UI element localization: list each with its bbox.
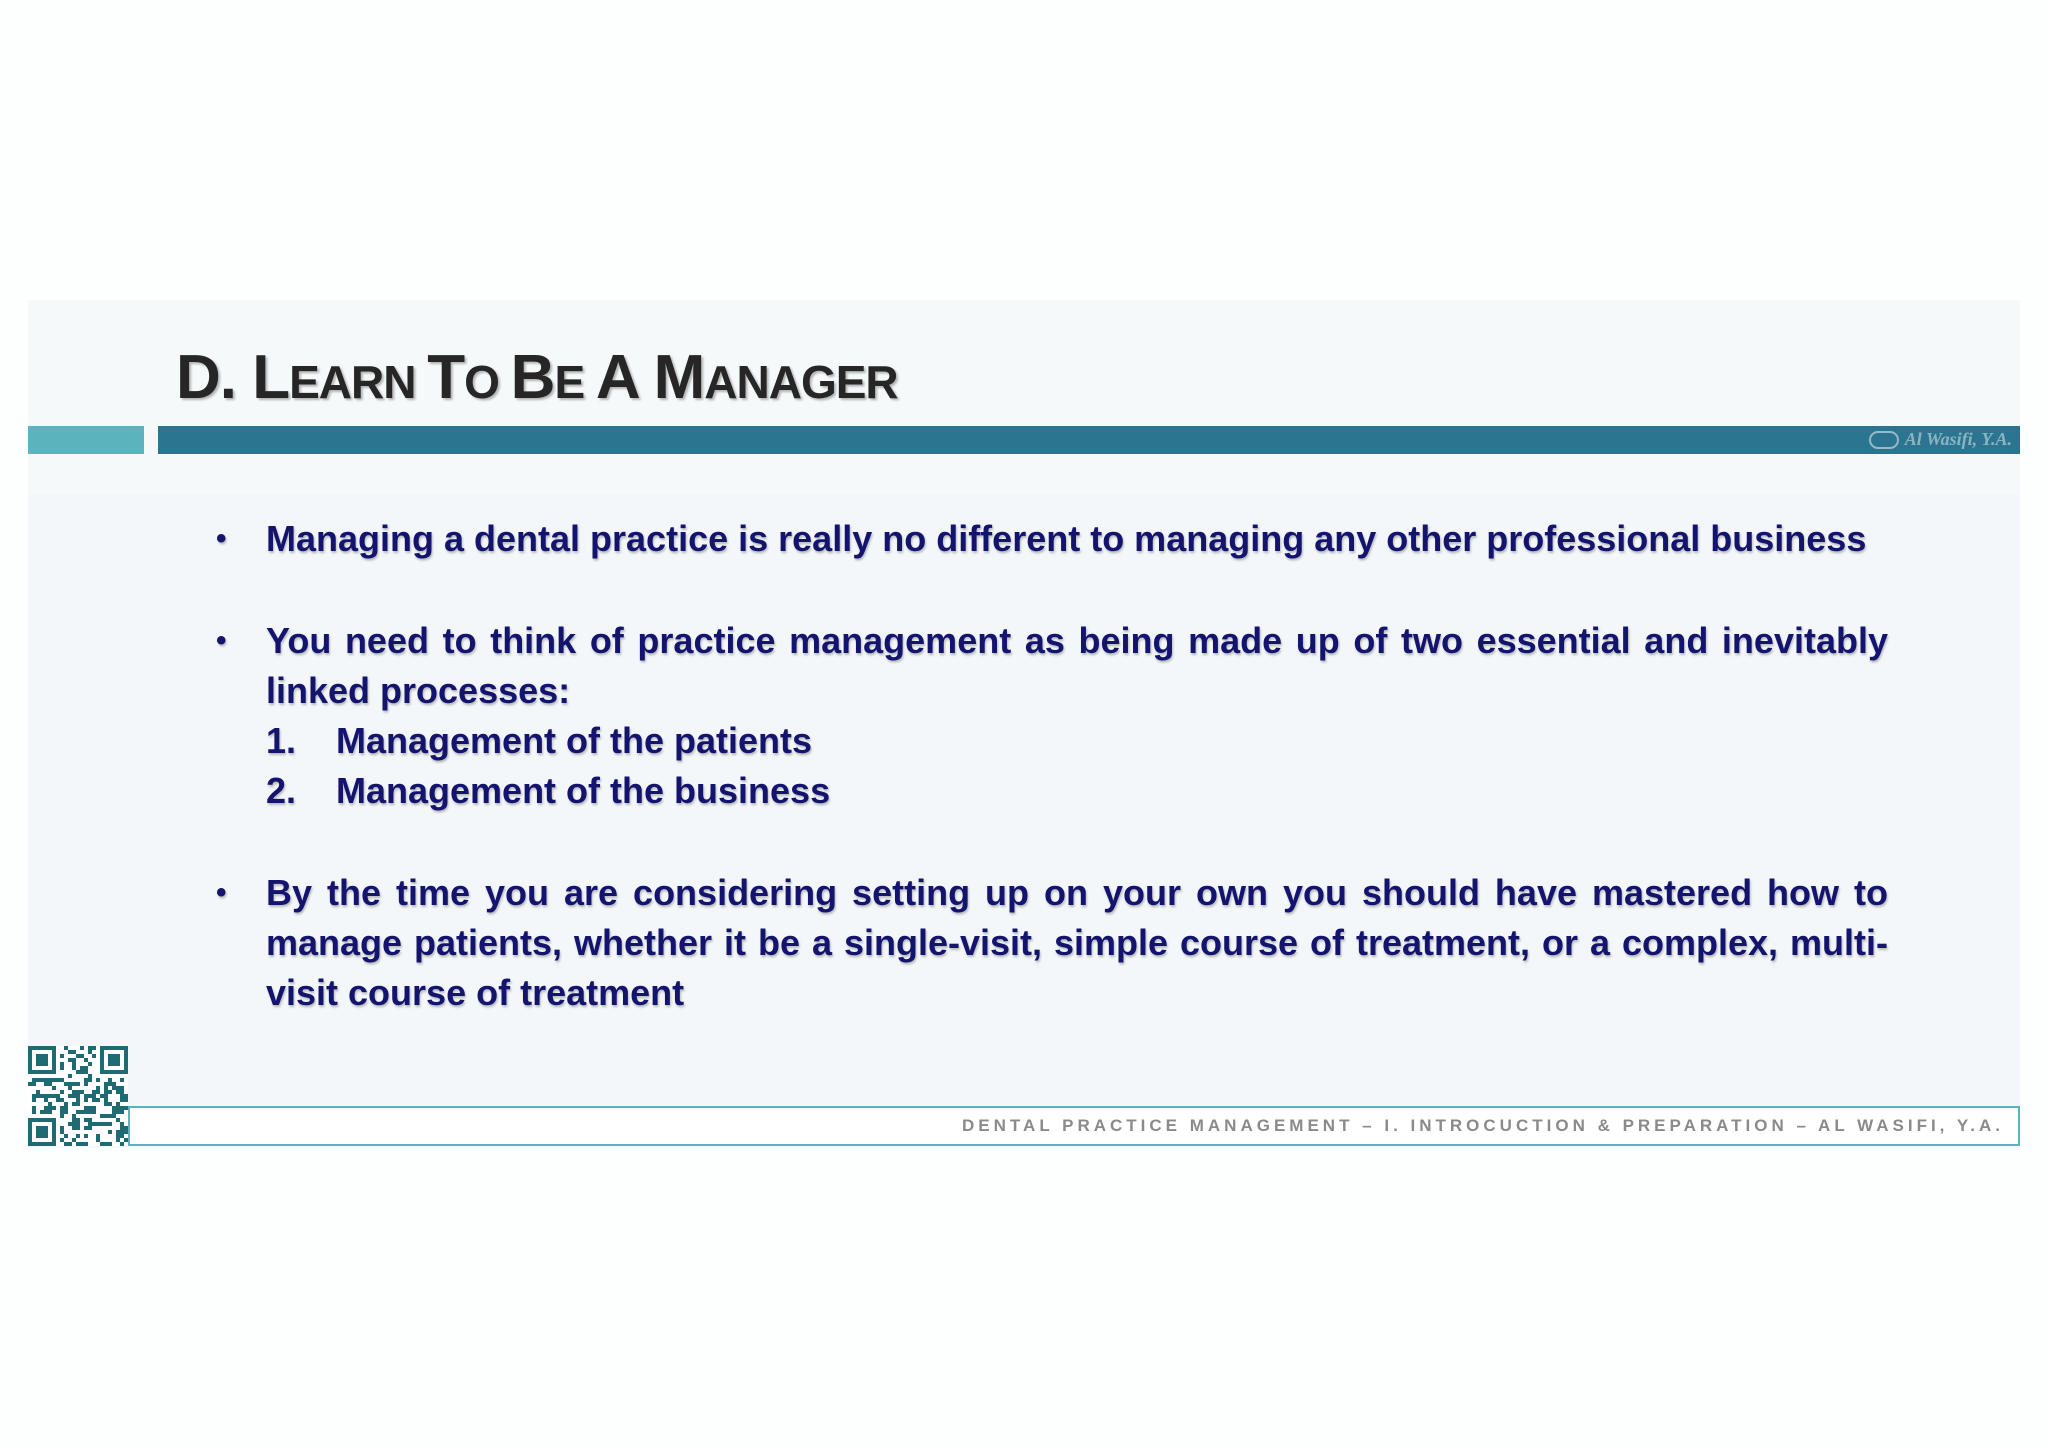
watermark-text: Al Wasifi, Y.A. bbox=[1904, 429, 2012, 449]
bullet-dot-icon: • bbox=[216, 624, 227, 657]
bullet-item bbox=[188, 616, 1888, 816]
item-text: Management of the business bbox=[336, 770, 831, 811]
bullet-text: Managing a dental practice is really no different to managing any other professional business bbox=[266, 518, 1867, 559]
title-part: B bbox=[510, 343, 555, 412]
bullet-dot-icon: • bbox=[216, 876, 227, 909]
bullet-dot-icon: • bbox=[216, 522, 227, 555]
footer-text: DENTAL PRACTICE MANAGEMENT – I. INTROCUCTION & PREPARATION – AL WASIFI, Y.A. bbox=[962, 1116, 2004, 1135]
numbered-item bbox=[266, 716, 1888, 766]
item-number: 1. bbox=[266, 720, 297, 761]
qr-code-icon bbox=[28, 1046, 128, 1146]
title-part: E bbox=[554, 356, 596, 408]
title-part: O bbox=[464, 356, 511, 408]
item-text: Management of the patients bbox=[336, 720, 813, 761]
slide-title bbox=[176, 342, 898, 413]
item-number: 2. bbox=[266, 770, 297, 811]
author-watermark bbox=[1869, 429, 2012, 450]
accent-bar-main bbox=[158, 426, 2020, 454]
bullet-text: You need to think of practice management as being made up of two essential and inevitably linked processes: bbox=[266, 620, 1888, 711]
title-part: EARN bbox=[289, 356, 428, 408]
footer-bar bbox=[128, 1106, 2020, 1146]
bullet-text: By the time you are considering setting up on your own you should have mastered how to manage patients, whether it be a single-visit, simple course of treatment, or a complex, multi-visit course of treatment bbox=[266, 872, 1888, 1013]
bullet-item bbox=[188, 514, 1888, 564]
numbered-item bbox=[266, 766, 1888, 816]
slide bbox=[28, 300, 2020, 1148]
tooth-logo-icon bbox=[1869, 431, 1899, 449]
title-part: A M bbox=[595, 343, 705, 412]
title-part: T bbox=[427, 343, 465, 412]
bullet-list bbox=[188, 514, 1888, 1070]
title-part: ANAGER bbox=[704, 356, 898, 408]
accent-bar-left bbox=[28, 426, 144, 454]
title-part: D. L bbox=[176, 343, 290, 412]
numbered-sublist bbox=[266, 716, 1888, 816]
bullet-item bbox=[188, 868, 1888, 1018]
